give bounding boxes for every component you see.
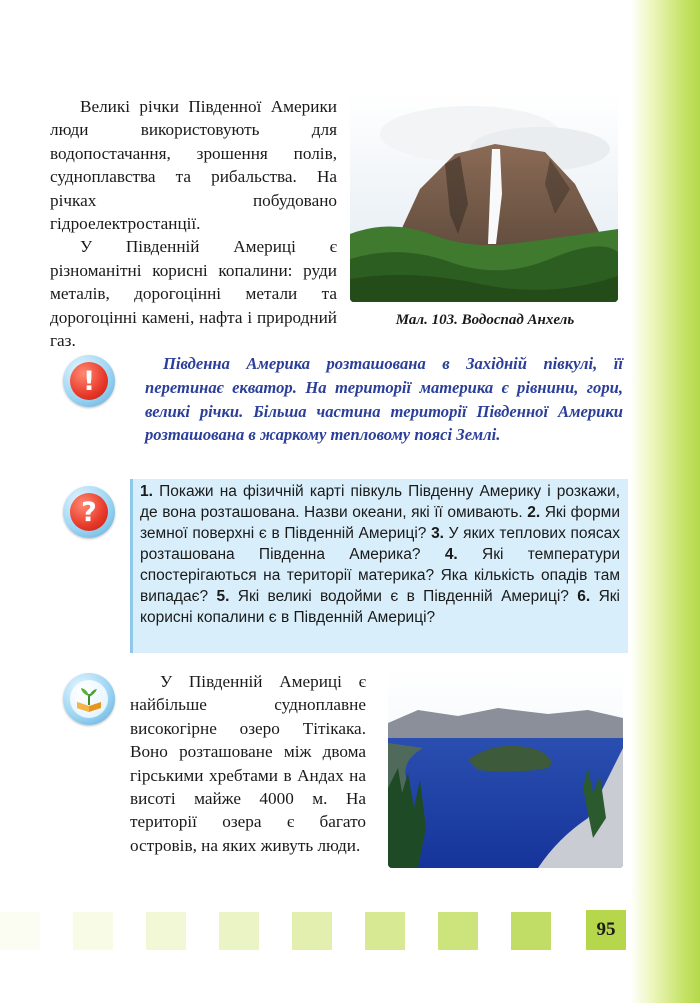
question-text: Які корисні копалини є в Південній Америці?: [140, 588, 620, 626]
question-badge: [63, 486, 115, 538]
deco-square: [511, 912, 551, 950]
question-mark-icon: ?: [70, 493, 108, 531]
question-number: 2.: [527, 504, 541, 521]
page-number: 95: [586, 910, 626, 950]
deco-square: [438, 912, 478, 950]
question-number: 5.: [216, 588, 230, 605]
extra-info-badge: [63, 673, 115, 725]
minerals-paragraph: У Південній Америці є різноманітні корисні копалини: руди металів, дорогоцінні метали та дорогоцінні камені, нафта і природний газ.: [50, 237, 337, 351]
figure-caption: Мал. 103. Водоспад Анхель: [395, 312, 575, 328]
question-text: Які температури спостерігаються на території материка? Яка кількість опадів там випадає?: [140, 546, 620, 605]
titicaca-text: [130, 670, 366, 857]
question-number: 4.: [444, 546, 458, 563]
book-sprout-icon: [70, 680, 108, 718]
page-side-gradient: [630, 0, 700, 1003]
deco-square: [146, 912, 186, 950]
lake-titicaca-photo: [388, 668, 623, 868]
deco-square: [365, 912, 405, 950]
summary-text: Південна Америка розташована в Західній півкулі, її перетинає екватор. На території материка є рівнини, гори, великі річки. Більша частина території Південної Америки розташована в жаркому тепловому поясі Землі.: [145, 354, 623, 445]
deco-square: [0, 912, 40, 950]
questions-list: [140, 481, 620, 628]
question-number: 1.: [140, 483, 153, 500]
deco-square: [73, 912, 113, 950]
question-number: 6.: [577, 588, 591, 605]
question-text: Які форми земної поверхні є в Південній Америці?: [140, 504, 620, 542]
rivers-paragraph: Великі річки Південної Америки люди використовують для водопостачання, зрошення полів, судноплавства та рибальства. На річках побудовано гідроелектростанції.: [50, 97, 337, 234]
question-text: Які великі водойми є в Південній Америці?: [237, 588, 569, 605]
important-badge: [63, 355, 115, 407]
angel-falls-photo: [350, 94, 618, 302]
question-text: У яких теплових поясах розташована Південна Америка?: [140, 525, 621, 563]
question-number: 3.: [431, 525, 444, 542]
intro-text: [50, 95, 337, 352]
decorative-squares: [0, 912, 580, 952]
question-text: Покажи на фізичній карті півкуль Південну Америку і розкажи, де вона розташована. Назви океани, які її омивають.: [140, 483, 620, 521]
titicaca-paragraph: У Південній Америці є найбільше судноплавне високогірне озеро Тітікака. Воно розташоване між двома гірськими хребтами в Андах на висоті майже 4000 м. На території озера є багато островів, на яких живуть люди.: [130, 672, 366, 855]
exclamation-icon: !: [70, 362, 108, 400]
deco-square: [292, 912, 332, 950]
deco-square: [219, 912, 259, 950]
